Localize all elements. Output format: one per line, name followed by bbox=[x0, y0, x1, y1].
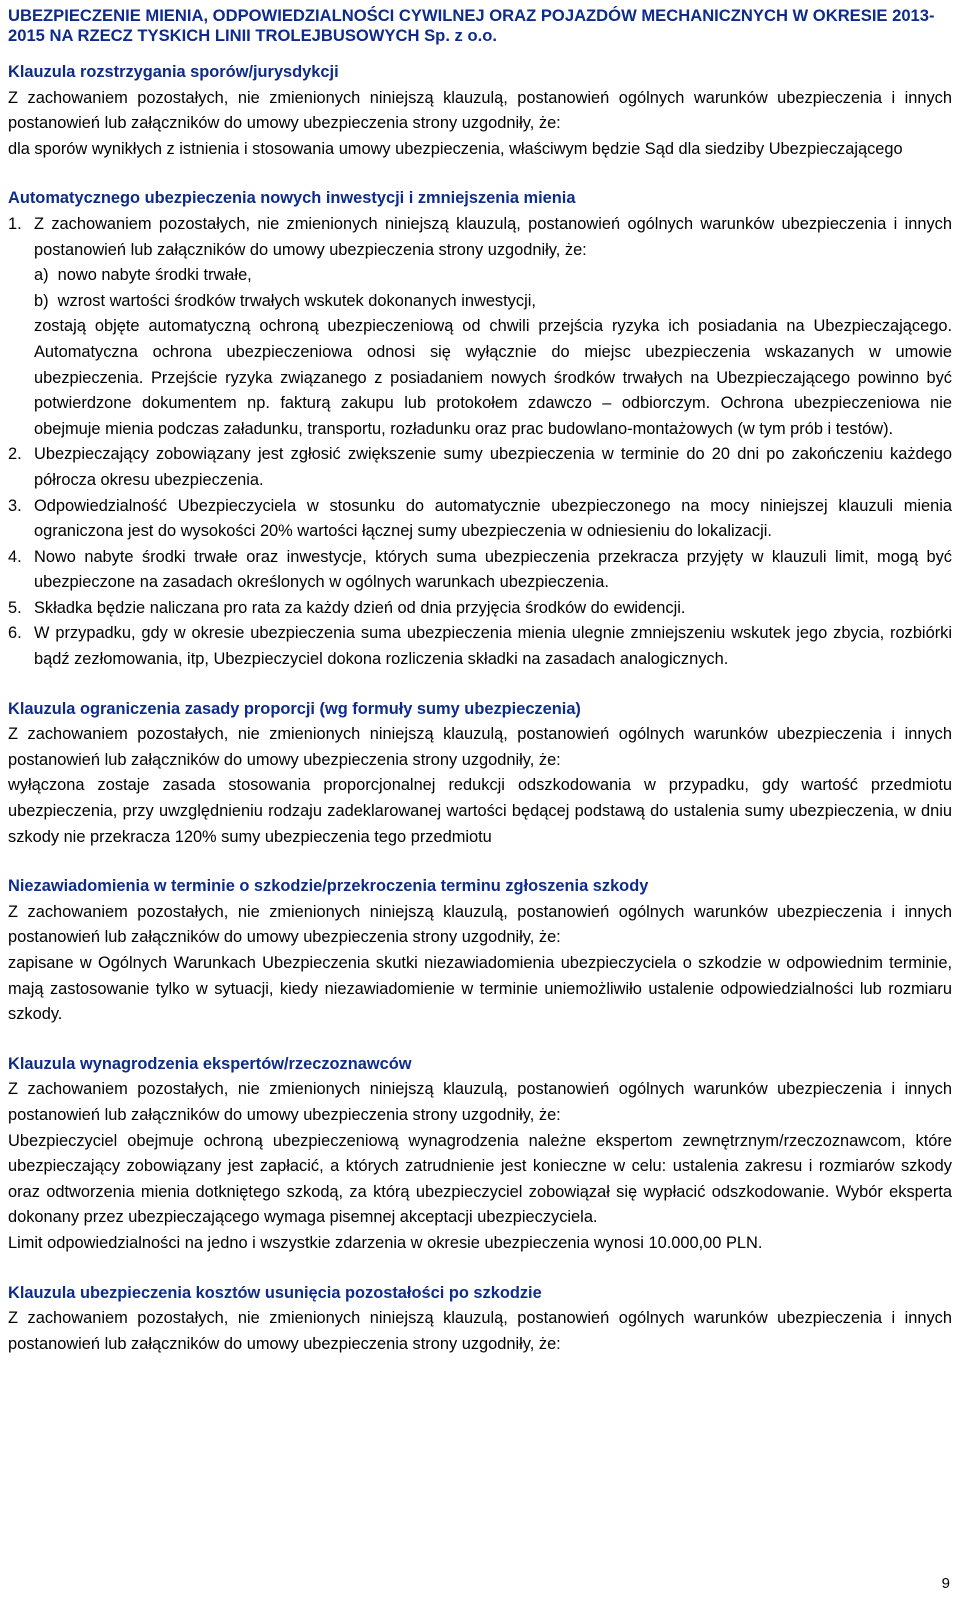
section-heading: Klauzula ograniczenia zasady proporcji (wg formuły sumy ubezpieczenia) bbox=[8, 699, 581, 718]
document-page bbox=[8, 0, 952, 1597]
list-number: 3. bbox=[8, 496, 22, 515]
list-item-text: Nowo nabyte środki trwałe oraz inwestycje, których suma ubezpieczenia przekracza przyjęty w klauzuli limit, mogą być ubezpieczone na zasadach określonych w ogólnych warunkach ubezpieczenia. bbox=[34, 547, 952, 592]
numbered-list bbox=[8, 212, 952, 673]
list-item bbox=[8, 442, 952, 493]
list-number: 6. bbox=[8, 624, 22, 643]
list-item bbox=[8, 596, 952, 622]
section-intro: Z zachowaniem pozostałych, nie zmienionych niniejszą klauzulą, postanowień ogólnych warunków ubezpieczenia i innych postanowień lub załączników do umowy ubezpieczenia strony uzgodniły, że: bbox=[8, 1080, 952, 1124]
document-title: UBEZPIECZENIE MIENIA, ODPOWIEDZIALNOŚCI CYWILNEJ ORAZ POJAZDÓW MECHANICZNYCH W OKRESIE 2013-2015 NA RZECZ TYSKICH LINII TROLEJBUSOWYCH Sp. z o.o. bbox=[8, 6, 935, 45]
section-body: dla sporów wynikłych z istnienia i stosowania umowy ubezpieczenia, właściwym będzie Sąd dla siedziby Ubezpieczającego bbox=[8, 139, 903, 158]
section-body: Ubezpieczyciel obejmuje ochroną ubezpieczeniową wynagrodzenia należne ekspertom zewnętrznym/rzeczoznawcom, które ubezpieczający zobowiązany jest zapłacić, a których zatrudnienie jest konieczne w celu: ustalenia zakresu i rozmiarów szkody oraz odtworzenia mienia dotkniętego szkodą, za którą ubezpieczyciel zobowiązał się wypłacić odszkodowanie. Wybór eksperta dokonany przez ubezpieczającego wymaga pisemnej akceptacji ubezpieczyciela. bbox=[8, 1131, 952, 1227]
section-jurisdiction bbox=[8, 60, 952, 162]
list-item-text: Składka będzie naliczana pro rata za każdy dzień od dnia przyjęcia środków do ewidencji. bbox=[34, 598, 686, 617]
sub-item-a: a) nowo nabyte środki trwałe, bbox=[34, 266, 252, 285]
section-heading: Klauzula ubezpieczenia kosztów usunięcia pozostałości po szkodzie bbox=[8, 1283, 542, 1302]
section-body: wyłączona zostaje zasada stosowania proporcjonalnej redukcji odszkodowania w przypadku, gdy wartość przedmiotu ubezpieczenia, przy uwzględnieniu rodzaju zadeklarowanej wartości będącej podstawą do ustalenia sumy ubezpieczenia, w dniu szkody nie przekracza 120% sumy ubezpieczenia tego przedmiotu bbox=[8, 776, 952, 846]
section-heading: Klauzula wynagrodzenia ekspertów/rzeczoznawców bbox=[8, 1054, 412, 1073]
section-proportion-clause bbox=[8, 697, 952, 851]
list-item bbox=[8, 621, 952, 672]
section-intro: Z zachowaniem pozostałych, nie zmienionych niniejszą klauzulą, postanowień ogólnych warunków ubezpieczenia i innych postanowień lub załączników do umowy ubezpieczenia strony uzgodniły, że: bbox=[8, 902, 952, 947]
list-item-text: W przypadku, gdy w okresie ubezpieczenia suma ubezpieczenia mienia ulegnie zmniejszeniu wskutek jego zbycia, rozbiórki bądź zezłomowania, itp, Ubezpieczyciel dokona rozliczenia składki na zasadach analogicznych. bbox=[34, 624, 952, 669]
list-number: 4. bbox=[8, 547, 22, 566]
section-body: zapisane w Ogólnych Warunkach Ubezpieczenia skutki niezawiadomienia ubezpieczyciela o szkodzie w odpowiednim terminie, mają zastosowanie tylko w sytuacji, kiedy niezawiadomienie w terminie uniemożliwiło ustalenie odpowiedzialności lub rozmiaru szkody. bbox=[8, 954, 952, 1024]
list-item bbox=[8, 545, 952, 596]
section-automatic-insurance bbox=[8, 186, 952, 672]
list-item-text: Ubezpieczający zobowiązany jest zgłosić zwiększenie sumy ubezpieczenia w terminie do 20 dni po zakończeniu każdego półrocza okresu ubezpieczenia. bbox=[34, 445, 952, 489]
section-expert-fees bbox=[8, 1052, 952, 1257]
list-number: 1. bbox=[8, 214, 22, 233]
list-item-text: Odpowiedzialność Ubezpieczyciela w stosunku do automatycznie ubezpieczonego na mocy niniejszej klauzuli mienia ograniczona jest do wysokości 20% wartości łącznej sumy ubezpieczenia w odniesieniu do lokalizacji. bbox=[34, 496, 952, 541]
section-intro: Z zachowaniem pozostałych, nie zmienionych niniejszą klauzulą, postanowień ogólnych warunków ubezpieczenia i innych postanowień lub załączników do umowy ubezpieczenia strony uzgodniły, że: bbox=[8, 1309, 952, 1353]
section-heading: Klauzula rozstrzygania sporów/jurysdykcji bbox=[8, 63, 339, 81]
list-item-text: zostają objęte automatyczną ochroną ubezpieczeniową od chwili przejścia ryzyka ich posiadania na Ubezpieczającego. Automatyczna ochrona ubezpieczeniowa odnosi się wyłącznie do miejsc ubezpieczenia wskazanych w umowie ubezpieczenia. Przejście ryzyka związanego z posiadaniem nowych środków trwałych na Ubezpieczającego powinno być potwierdzone dokumentem np. fakturą zakupu lub protokołem zdawczo – odbiorczym. Ochrona ubezpieczeniowa nie obejmuje mienia podczas załadunku, transportu, rozładunku oraz prac budowlano-montażowych (w tym prób i testów). bbox=[34, 317, 952, 438]
list-number: 5. bbox=[8, 598, 22, 617]
list-item-intro: Z zachowaniem pozostałych, nie zmienionych niniejszą klauzulą, postanowień ogólnych warunków ubezpieczenia i innych postanowień lub załączników do umowy ubezpieczenia strony uzgodniły, że: bbox=[34, 214, 952, 259]
section-heading: Automatycznego ubezpieczenia nowych inwestycji i zmniejszenia mienia bbox=[8, 189, 576, 208]
list-item bbox=[8, 212, 952, 442]
section-debris-removal bbox=[8, 1281, 952, 1358]
section-late-notification bbox=[8, 874, 952, 1028]
list-item bbox=[8, 494, 952, 545]
list-number: 2. bbox=[8, 445, 22, 464]
section-intro: Z zachowaniem pozostałych, nie zmienionych niniejszą klauzulą, postanowień ogólnych warunków ubezpieczenia i innych postanowień lub załączników do umowy ubezpieczenia strony uzgodniły, że: bbox=[8, 88, 952, 133]
section-intro: Z zachowaniem pozostałych, nie zmienionych niniejszą klauzulą, postanowień ogólnych warunków ubezpieczenia i innych postanowień lub załączników do umowy ubezpieczenia strony uzgodniły, że: bbox=[8, 725, 952, 769]
section-limit: Limit odpowiedzialności na jedno i wszystkie zdarzenia w okresie ubezpieczenia wynosi 10.000,00 PLN. bbox=[8, 1233, 763, 1252]
section-heading: Niezawiadomienia w terminie o szkodzie/przekroczenia terminu zgłoszenia szkody bbox=[8, 877, 649, 896]
sub-item-b: b) wzrost wartości środków trwałych wskutek dokonanych inwestycji, bbox=[34, 291, 536, 310]
page-number: 9 bbox=[941, 1575, 950, 1592]
